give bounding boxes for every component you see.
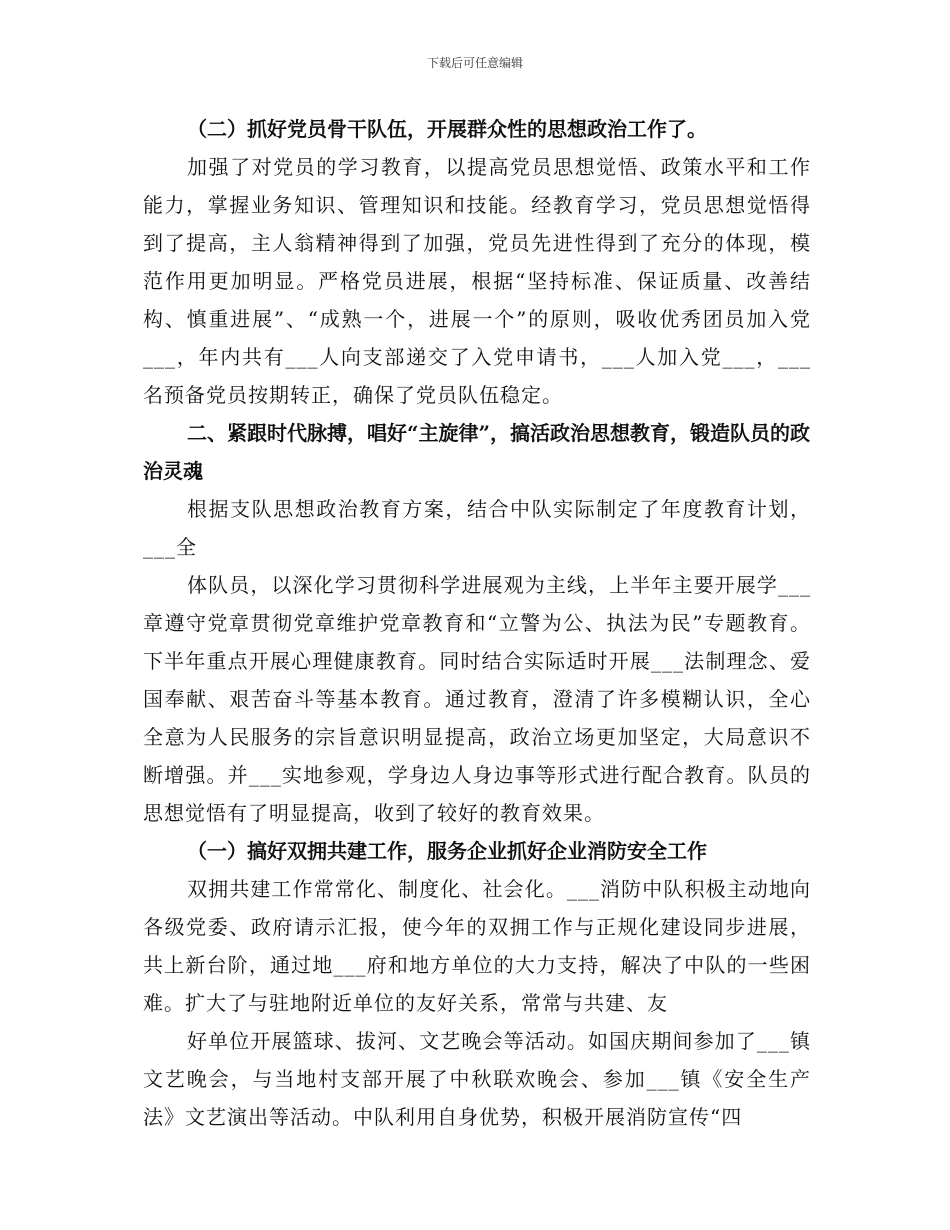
body-paragraph: 好单位开展篮球、拔河、文艺晚会等活动。如国庆期间参加了___镇文艺晚会，与当地村支部开展了中秋联欢晚会、参加___镇《安全生产法》文艺演出等活动。中队利用自身优势，积极开展消防宣传“四 <box>143 1029 811 1129</box>
body-paragraph: 双拥共建工作常常化、制度化、社会化。___消防中队积极主动地向各级党委、政府请示汇报，使今年的双拥工作与正规化建设同步进展，共上新台阶，通过地___府和地方单位的大力支持，解决了中队的一些困难。扩大了与驻地附近单位的友好关系，常常与共建、友 <box>143 877 811 1015</box>
body-paragraph: 体队员，以深化学习贯彻科学进展观为主线，上半年主要开展学___章遵守党章贯彻党章维护党章教育和“立警为公、执法为民”专题教育。下半年重点开展心理健康教育。同时结合实际适时开展___法制理念、爱国奉献、艰苦奋斗等基本教育。通过教育，澄清了许多模糊认识，全心全意为人民服务的宗旨意识明显提高，政治立场更加坚定，大局意识不断增强。并___实地参观，学身边人身边事等形式进行配合教育。队员的思想觉悟有了明显提高，收到了较好的教育效果。 <box>143 573 811 825</box>
page-header: 下载后可任意编辑 <box>426 56 523 70</box>
body-paragraph: 加强了对党员的学习教育，以提高党员思想觉悟、政策水平和工作能力，掌握业务知识、管理知识和技能。经教育学习，党员思想觉悟得到了提高，主人翁精神得到了加强，党员先进性得到了充分的体现，模范作用更加明显。严格党员进展，根据“坚持标准、保证质量、改善结构、慎重进展”、“成熟一个，进展一个”的原则，吸收优秀团员加入党___，年内共有___人向支部递交了入党申请书，___人加入党___，___名预备党员按期转正，确保了党员队伍稳定。 <box>143 155 811 407</box>
body-paragraph: 根据支队思想政治教育方案，结合中队实际制定了年度教育计划，___全 <box>143 497 811 559</box>
document-body <box>143 110 811 1136</box>
section-heading: （二）抓好党员骨干队伍，开展群众性的思想政治工作了。 <box>187 117 707 141</box>
section-heading: （一）搞好双拥共建工作，服务企业抓好企业消防安全工作 <box>187 839 707 863</box>
section-heading: 二、紧跟时代脉搏，唱好“主旋律”，搞活政治思想教育，锻造队员的政治灵魂 <box>143 421 811 483</box>
